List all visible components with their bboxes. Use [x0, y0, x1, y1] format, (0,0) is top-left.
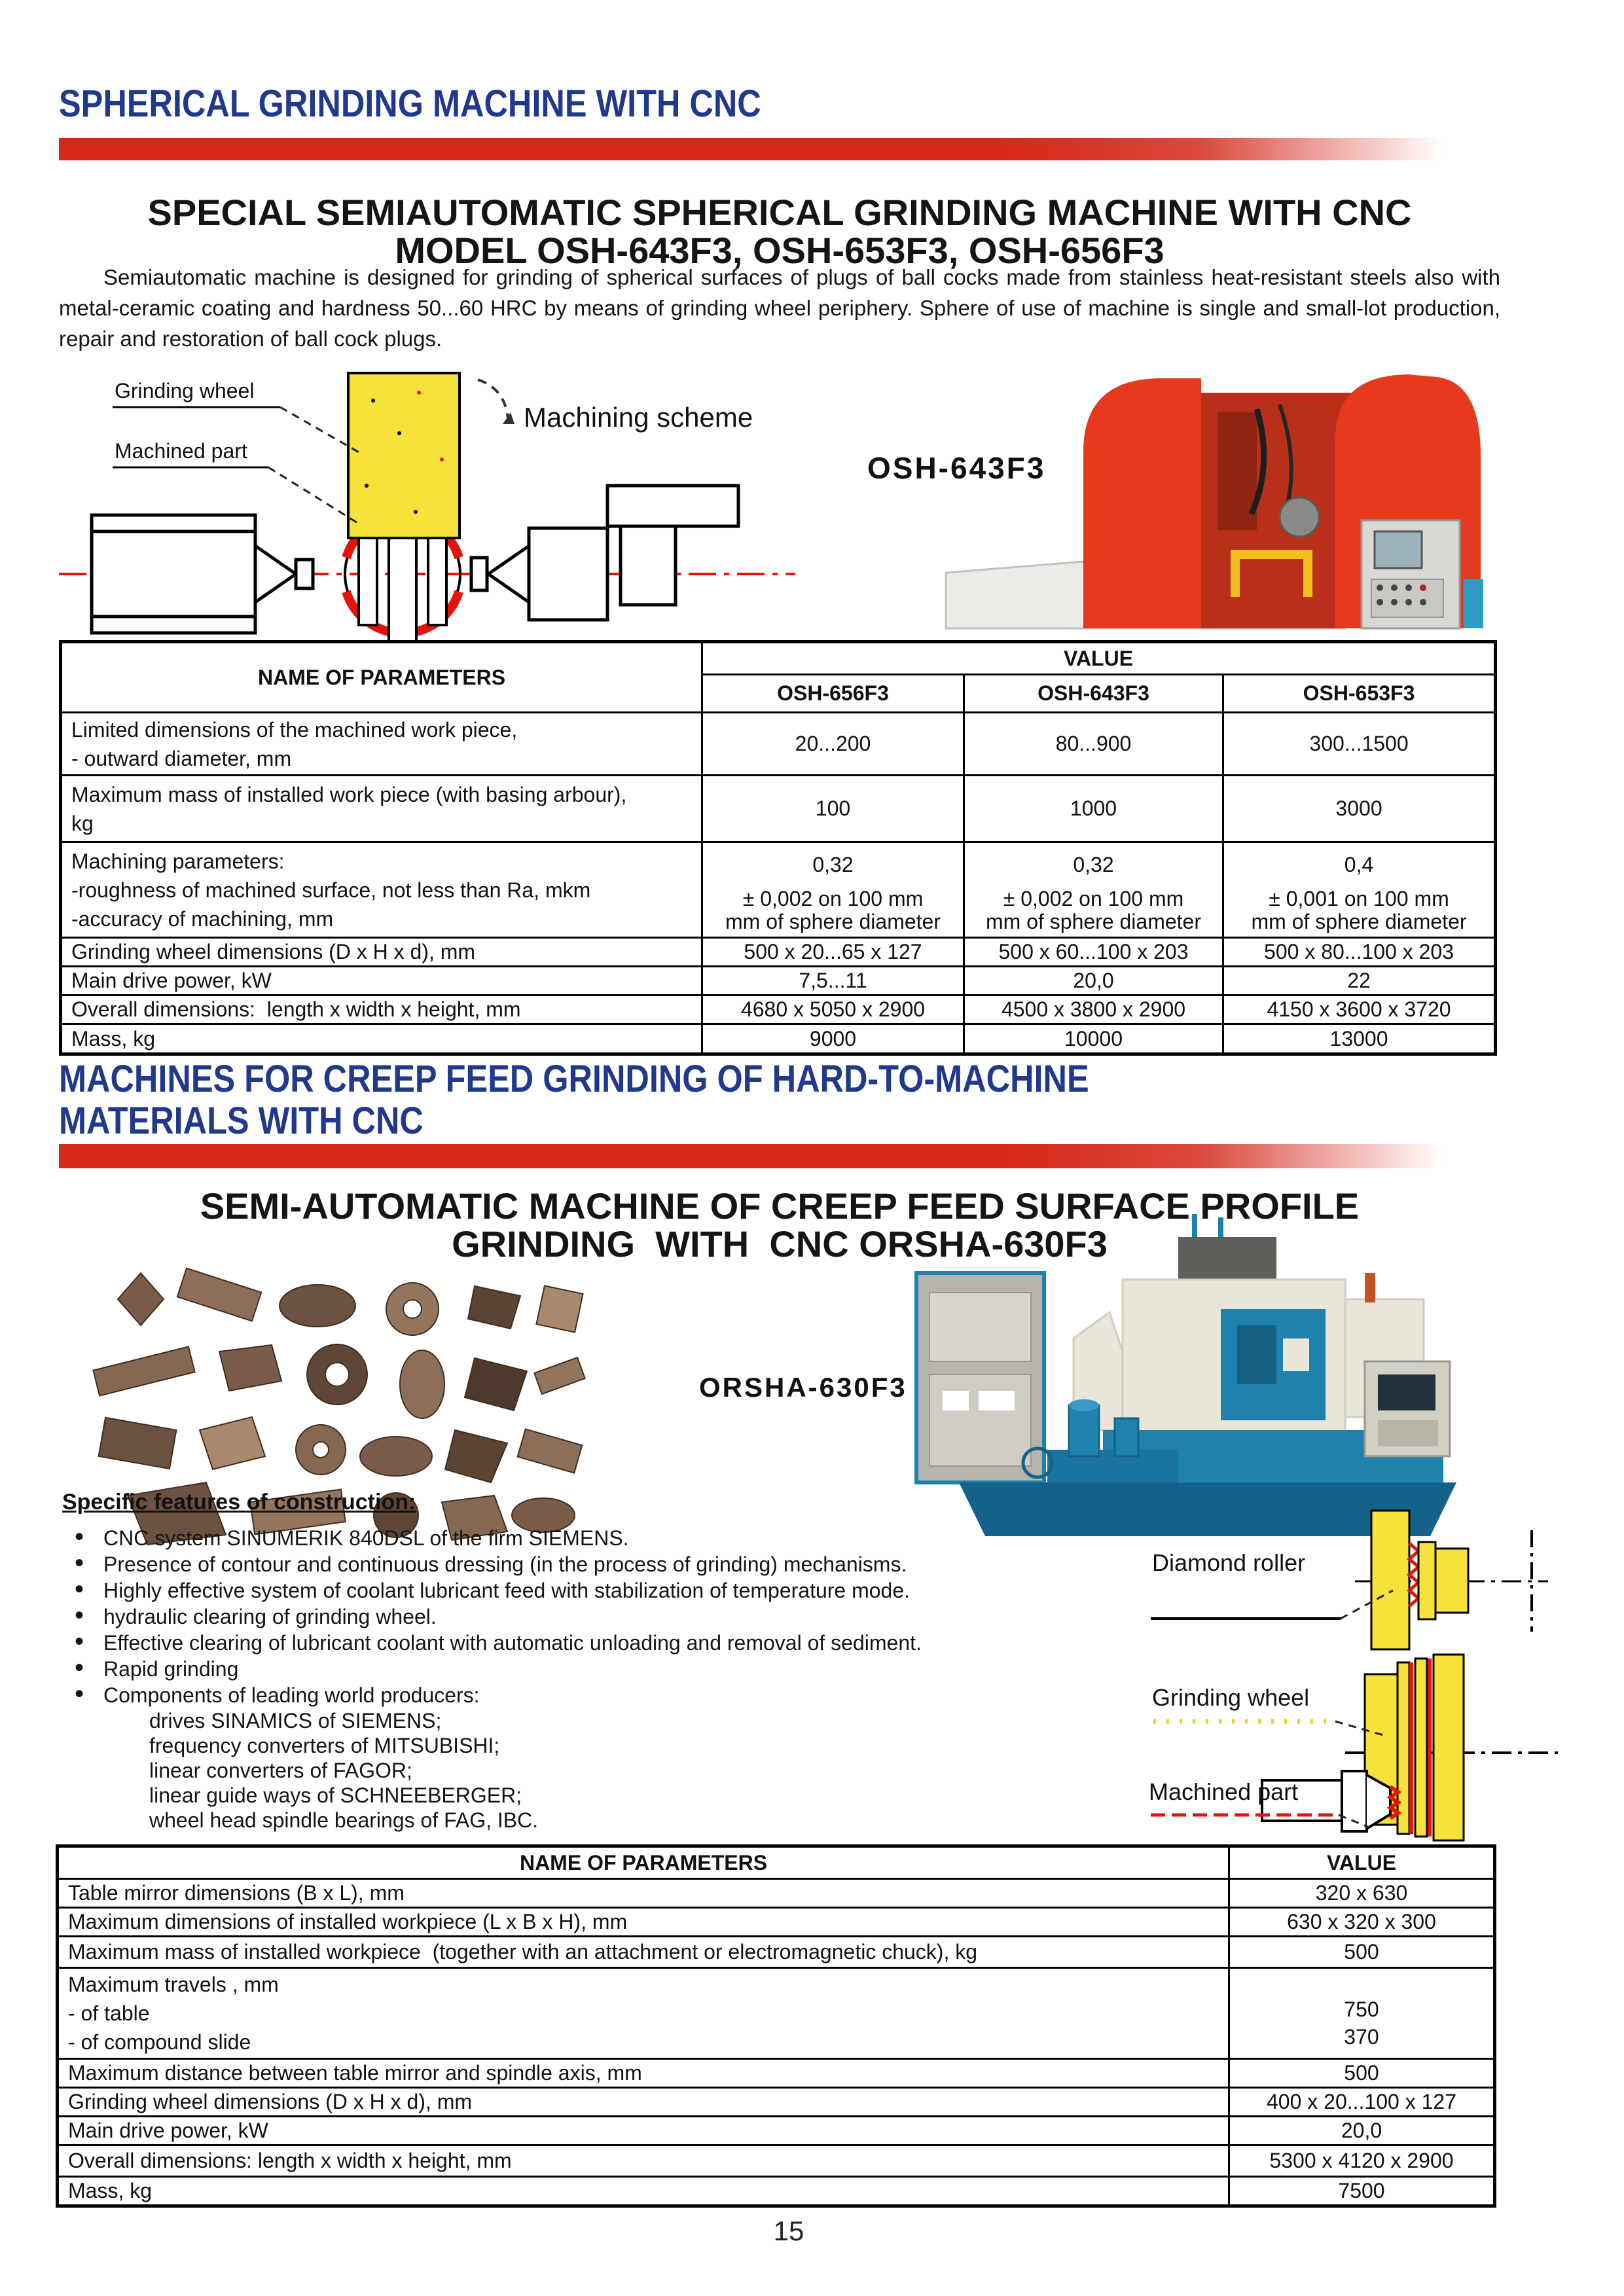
section1-intro: Semiautomatic machine is designed for grinding of spherical surfaces of plugs of ball cocks made from stainless heat-resistant steels also with metal-ceramic coating and hardness 50...60 HRC by means of grinding wheel periphery. Sphere of use of machine is single and small-lot production, repair and restoration of ball cock plugs.: [59, 265, 1500, 351]
section2-title-line2: GRINDING WITH CNC ORSHA-630F3: [452, 1223, 1108, 1265]
section2-header-line1: MACHINES FOR CREEP FEED GRINDING OF HARD-TO-MACHINE: [59, 1058, 1089, 1100]
scheme-label-machined-part: Machined part: [115, 439, 247, 463]
param-name: Limited dimensions of the machined work piece, - outward diameter, mm: [61, 713, 702, 776]
param-value: 320 x 630: [1229, 1879, 1495, 1908]
list-subitem: linear converters of FAGOR;: [149, 1759, 412, 1782]
red-divider-2: [59, 1144, 1486, 1168]
page-number: 15: [773, 2215, 804, 2246]
osh-643f3-label: OSH-643F3: [867, 451, 1046, 485]
param-value: 4150 x 3600 x 3720: [1223, 996, 1496, 1024]
param-name: Grinding wheel dimensions (D x H x d), mm: [58, 2088, 1229, 2117]
table-row: [61, 1024, 1496, 1054]
features-heading: Specific features of construction:: [62, 1490, 416, 1515]
param-value: 500: [1229, 1937, 1495, 1968]
param-value: 80...900: [964, 713, 1223, 776]
table-row: [61, 776, 1496, 842]
table-row: [61, 842, 1496, 938]
section1-title-line1: SPECIAL SEMIAUTOMATIC SPHERICAL GRINDING MACHINE WITH CNC: [147, 192, 1412, 233]
table-row: [58, 1937, 1495, 1968]
param-value: 500 x 60...100 x 203: [964, 938, 1223, 967]
table-row: [58, 2177, 1495, 2206]
diamond-roller-shape: [1355, 1511, 1548, 1649]
table-row: [61, 713, 1496, 776]
red-divider-1: [59, 138, 1486, 160]
table-row: [61, 996, 1496, 1024]
list-subitem: wheel head spindle bearings of FAG, IBC.: [149, 1808, 539, 1832]
list-item: • Effective clearing of lubricant coolant with automatic unloading and removal of sediment.: [65, 1630, 1087, 1656]
list-subitem: frequency converters of MITSUBISHI;: [149, 1734, 500, 1757]
param-value: 400 x 20...100 x 127: [1229, 2088, 1495, 2117]
col-header-name: NAME OF PARAMETERS: [58, 1846, 1229, 1879]
param-value: 7,5...11: [702, 967, 964, 996]
list-item: • CNC system SINUMERIK 840DSL of the firm SIEMENS.: [65, 1525, 1087, 1551]
param-value: 500: [1229, 2059, 1495, 2088]
tailstock-shape: [471, 486, 738, 620]
param-value: 7500: [1229, 2177, 1495, 2206]
param-name: Maximum dimensions of installed workpiece (L x B x H), mm: [58, 1908, 1229, 1937]
param-value: 22: [1223, 967, 1496, 996]
table-row: [58, 1908, 1495, 1937]
param-name: Maximum mass of installed workpiece (together with an attachment or electromagnetic chuck), kg: [58, 1937, 1229, 1968]
param-name: Maximum mass of installed work piece (with basing arbour), kg: [61, 776, 702, 842]
diagram-label-machined-part: Machined part: [1149, 1778, 1299, 1805]
section2-title-line1: SEMI-AUTOMATIC MACHINE OF CREEP FEED SURFACE PROFILE: [200, 1185, 1360, 1227]
table-row: [58, 1879, 1495, 1908]
table-header-row: [61, 642, 1496, 675]
table-row: [61, 967, 1496, 996]
param-value: 0,32 ± 0,002 on 100 mm mm of sphere diameter: [964, 842, 1223, 938]
param-name: Table mirror dimensions (B x L), mm: [58, 1879, 1229, 1908]
section1-header: SPHERICAL GRINDING MACHINE WITH CNC: [59, 82, 761, 125]
section1-title-line2: MODEL OSH-643F3, OSH-653F3, OSH-656F3: [395, 230, 1164, 271]
table-row: [58, 2059, 1495, 2088]
param-name: Maximum distance between table mirror and spindle axis, mm: [58, 2059, 1229, 2088]
param-name: Main drive power, kW: [61, 967, 702, 996]
param-value: 4500 x 3800 x 2900: [964, 996, 1223, 1024]
table-row: [61, 938, 1496, 967]
list-item: • hydraulic clearing of grinding wheel.: [65, 1604, 1087, 1630]
param-name: Mass, kg: [61, 1024, 702, 1054]
param-value: 630 x 320 x 300: [1229, 1908, 1495, 1937]
orsha-630f3-label: ORSHA-630F3: [699, 1372, 907, 1403]
param-name: Machining parameters: -roughness of machined surface, not less than Ra, mkm -accuracy of machining, mm: [61, 842, 702, 938]
machining-scheme-figure: [52, 361, 871, 643]
param-value: 4680 x 5050 x 2900: [702, 996, 964, 1024]
param-value: 1000: [964, 776, 1223, 842]
param-value: 5300 x 4120 x 2900: [1229, 2145, 1495, 2177]
electrical-cabinet: [916, 1273, 1044, 1482]
osh-parameters-table: [59, 640, 1497, 1056]
param-name: Overall dimensions: length x width x height, mm: [61, 996, 702, 1024]
param-value: 100: [702, 776, 964, 842]
param-value: 750 370: [1229, 1968, 1495, 2059]
param-value: 0,4 ± 0,001 on 100 mm mm of sphere diameter: [1223, 842, 1496, 938]
list-item: • Components of leading world producers:: [65, 1682, 1087, 1708]
diagram-label-diamond-roller: Diamond roller: [1152, 1549, 1306, 1576]
orsha-parameters-table: [56, 1844, 1496, 2208]
list-item: • Presence of contour and continuous dressing (in the process of grinding) mechanisms.: [65, 1551, 1087, 1577]
param-value: 500 x 20...65 x 127: [702, 938, 964, 967]
table-row: [58, 2088, 1495, 2117]
model-osh656: OSH-656F3: [702, 675, 964, 713]
param-name: Main drive power, kW: [58, 2117, 1229, 2145]
param-value: 10000: [964, 1024, 1223, 1054]
grinding-wheel-shape: [348, 373, 514, 538]
param-name: Maximum travels , mm - of table - of compound slide: [58, 1968, 1229, 2059]
param-name: Overall dimensions: length x width x height, mm: [58, 2145, 1229, 2177]
machine-pendant: [1365, 1361, 1450, 1456]
param-value: 0,32 ± 0,002 on 100 mm mm of sphere diameter: [702, 842, 964, 938]
param-value: 3000: [1223, 776, 1496, 842]
param-name: Mass, kg: [58, 2177, 1229, 2206]
col-header-name: NAME OF PARAMETERS: [61, 642, 702, 713]
section2-header-line2: MATERIALS WITH CNC: [59, 1100, 424, 1142]
features-list: [65, 1525, 1087, 1833]
headstock-shape: [92, 515, 313, 633]
param-value: 20,0: [1229, 2117, 1495, 2145]
param-value: 20,0: [964, 967, 1223, 996]
table-header-row: [58, 1846, 1495, 1879]
list-subitem: linear guide ways of SCHNEEBERGER;: [149, 1784, 522, 1807]
col-header-value: VALUE: [702, 642, 1496, 675]
model-osh653: OSH-653F3: [1223, 675, 1496, 713]
dressing-diagram-figure: [1113, 1484, 1618, 1843]
scheme-caption: Machining scheme: [524, 402, 753, 433]
scheme-label-grinding-wheel: Grinding wheel: [115, 379, 255, 403]
param-value: 20...200: [702, 713, 964, 776]
param-value: 13000: [1223, 1024, 1496, 1054]
osh-643f3-machine-photo: [943, 353, 1519, 634]
list-item: • Rapid grinding: [65, 1656, 1087, 1682]
param-name: Grinding wheel dimensions (D x H x d), mm: [61, 938, 702, 967]
diagram-label-grinding-wheel: Grinding wheel: [1152, 1684, 1310, 1711]
list-item: • Highly effective system of coolant lubricant feed with stabilization of temperature mode.: [65, 1577, 1087, 1604]
list-subitem: drives SINAMICS of SIEMENS;: [149, 1709, 442, 1732]
param-value: 300...1500: [1223, 713, 1496, 776]
table-row: [58, 2117, 1495, 2145]
param-value: 9000: [702, 1024, 964, 1054]
table-row: [58, 1968, 1495, 2059]
model-osh643: OSH-643F3: [964, 675, 1223, 713]
col-header-value: VALUE: [1229, 1846, 1495, 1879]
param-value: 500 x 80...100 x 203: [1223, 938, 1496, 967]
table-row: [58, 2145, 1495, 2177]
